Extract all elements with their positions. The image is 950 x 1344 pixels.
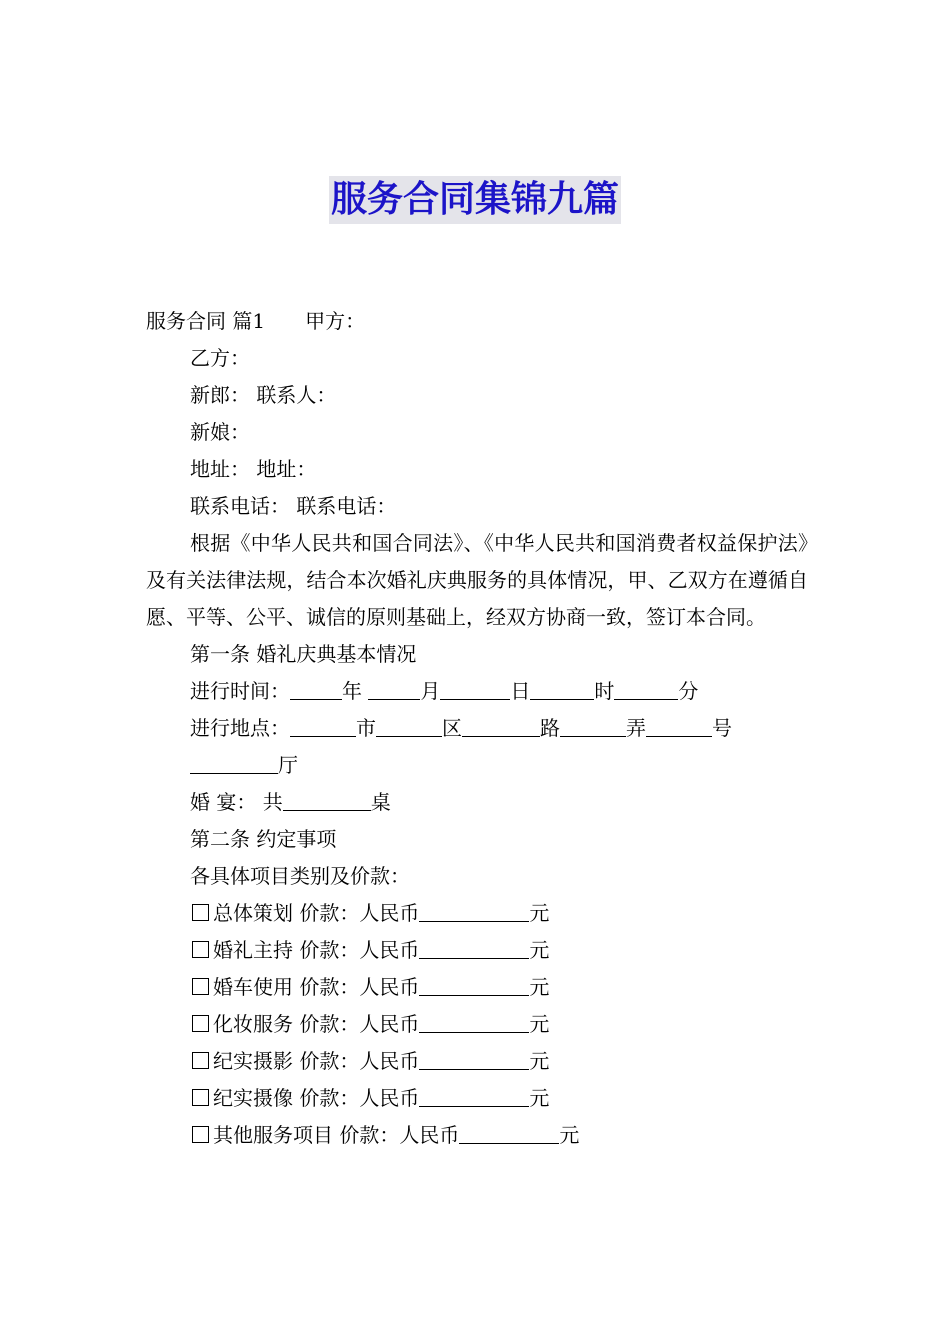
bride-label: 新娘： [190, 420, 250, 444]
currency-unit: 元 [529, 901, 550, 925]
header-line [146, 303, 808, 340]
price-label: 价款：人民币 [299, 1012, 420, 1036]
blank-field [290, 714, 356, 737]
service-item-row [146, 1006, 808, 1043]
blank-field [419, 1010, 529, 1033]
blank-field [190, 751, 278, 774]
unit-hour: 时 [594, 679, 615, 703]
unit-table: 桌 [370, 790, 391, 814]
service-checkbox[interactable] [192, 941, 209, 958]
unit-district: 区 [442, 716, 462, 740]
unit-road: 路 [540, 716, 560, 740]
title-container [0, 176, 950, 224]
service-checkbox[interactable] [192, 1126, 209, 1143]
party-a-label: 甲方： [305, 309, 366, 333]
phone-line [146, 488, 808, 525]
price-label: 价款：人民币 [299, 1086, 420, 1110]
currency-unit: 元 [529, 1012, 550, 1036]
service-item-row [146, 969, 808, 1006]
time-label: 进行时间： [190, 679, 290, 703]
blank-field [368, 677, 420, 700]
service-item-name: 纪实摄像 [213, 1086, 293, 1110]
price-label: 价款：人民币 [299, 975, 420, 999]
party-b-line [146, 340, 808, 377]
blank-field [376, 714, 442, 737]
phone-label-a: 联系电话： [190, 494, 290, 518]
article2-subheading [146, 858, 808, 895]
service-item-row [146, 932, 808, 969]
blank-field [290, 677, 342, 700]
service-item-row [146, 1043, 808, 1080]
blank-field [419, 973, 529, 996]
service-item-row [146, 1080, 808, 1117]
price-label: 价款：人民币 [299, 901, 420, 925]
service-checkbox[interactable] [192, 1089, 209, 1106]
contract-label: 服务合同 篇1 [146, 309, 266, 333]
phone-label-b: 联系电话： [296, 494, 397, 518]
blank-field [419, 936, 529, 959]
contact-label: 联系人： [256, 383, 337, 407]
article2-heading-text: 第二条 约定事项 [190, 827, 337, 851]
blank-field [419, 1084, 529, 1107]
currency-unit: 元 [529, 975, 550, 999]
service-item-name: 婚礼主持 [213, 938, 293, 962]
blank-field [560, 714, 626, 737]
currency-unit: 元 [529, 1086, 550, 1110]
service-checkbox[interactable] [192, 1015, 209, 1032]
blank-field [283, 788, 371, 811]
service-item-name: 纪实摄影 [213, 1049, 293, 1073]
currency-unit: 元 [529, 938, 550, 962]
address-line [146, 451, 808, 488]
service-item-row [146, 1117, 808, 1154]
place-label: 进行地点： [190, 716, 290, 740]
price-label: 价款：人民币 [299, 938, 420, 962]
service-item-name: 婚车使用 [213, 975, 293, 999]
unit-minute: 分 [678, 679, 699, 703]
bride-line [146, 414, 808, 451]
groom-line [146, 377, 808, 414]
service-item-row [146, 895, 808, 932]
service-item-name: 化妆服务 [213, 1012, 293, 1036]
party-b-label: 乙方： [190, 346, 250, 370]
article2-heading [146, 821, 808, 858]
unit-day: 日 [510, 679, 531, 703]
blank-field [419, 1047, 529, 1070]
blank-field [614, 677, 678, 700]
banquet-label: 婚 宴： 共 [190, 790, 283, 814]
service-checkbox[interactable] [192, 978, 209, 995]
blank-field [440, 677, 510, 700]
unit-lane: 弄 [626, 716, 646, 740]
service-item-name: 总体策划 [213, 901, 293, 925]
article1-heading [146, 636, 808, 673]
unit-number: 号 [712, 716, 732, 740]
place-line [146, 710, 808, 747]
currency-unit: 元 [529, 1049, 550, 1073]
hall-line [146, 747, 808, 784]
time-line [146, 673, 808, 710]
blank-field [530, 677, 594, 700]
blank-field [459, 1121, 559, 1144]
service-checkbox[interactable] [192, 904, 209, 921]
address-label-b: 地址： [256, 457, 317, 481]
price-label: 价款：人民币 [339, 1123, 460, 1147]
blank-field [646, 714, 712, 737]
unit-year: 年 [342, 679, 362, 703]
article1-heading-text: 第一条 婚礼庆典基本情况 [190, 642, 417, 666]
blank-field [419, 899, 529, 922]
service-item-name: 其他服务项目 [213, 1123, 333, 1147]
currency-unit: 元 [559, 1123, 580, 1147]
document-title: 服务合同集锦九篇 [329, 176, 621, 224]
price-label: 价款：人民币 [299, 1049, 420, 1073]
unit-month: 月 [420, 679, 441, 703]
article2-subheading-text: 各具体项目类别及价款： [190, 864, 410, 888]
banquet-line [146, 784, 808, 821]
contract-body [146, 303, 808, 1154]
address-label-a: 地址： [190, 457, 250, 481]
unit-city: 市 [356, 716, 376, 740]
blank-field [462, 714, 540, 737]
unit-hall: 厅 [278, 753, 298, 777]
service-checkbox[interactable] [192, 1052, 209, 1069]
intro-paragraph: 根据《中华人民共和国合同法》、《中华人民共和国消费者权益保护法》及有关法律法规，结合本次婚礼庆典服务的具体情况，甲、乙双方在遵循自愿、平等、公平、诚信的原则基础上，经双方协商一致，签订本合同。 [146, 531, 808, 629]
groom-label: 新郎： [190, 383, 250, 407]
